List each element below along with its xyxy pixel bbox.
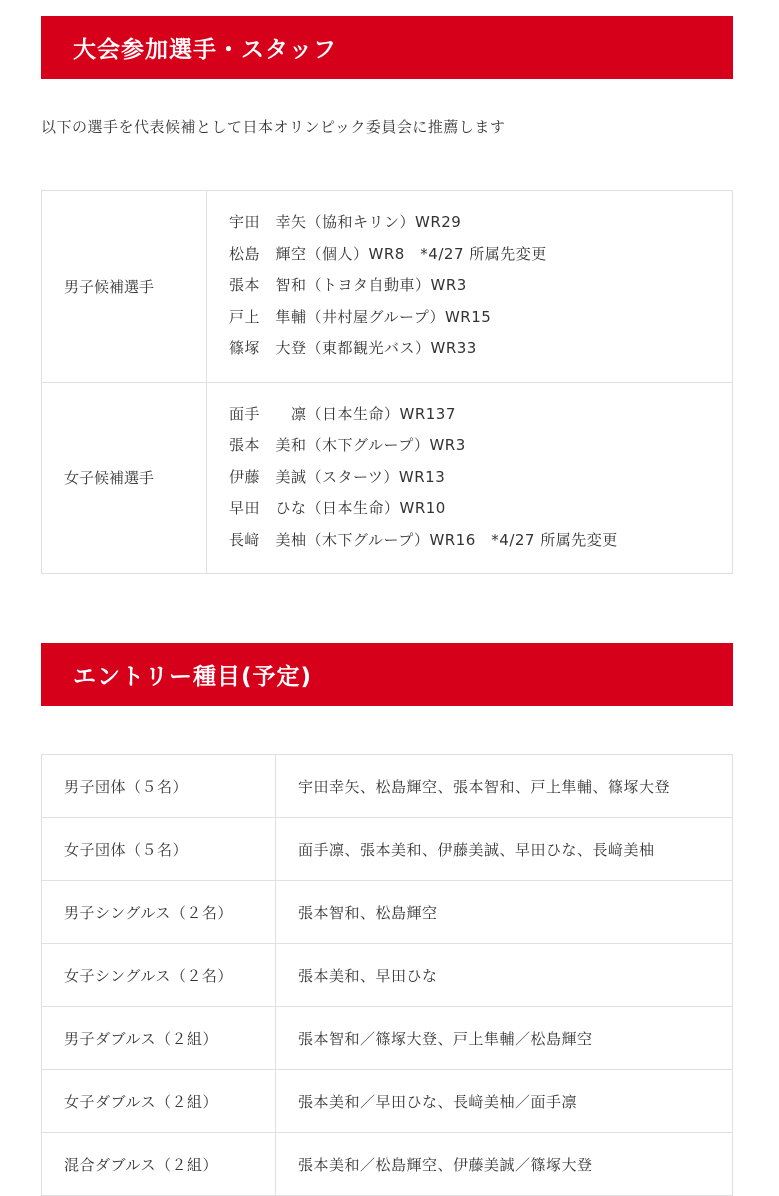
player-line: 長﨑 美柚（木下グループ）WR16 *4/27 所属先変更 (229, 530, 618, 549)
members-cell: 張本智和／篠塚大登、戸上隼輔／松島輝空 (276, 1007, 733, 1070)
player-line: 早田 ひな（日本生命）WR10 (229, 499, 446, 517)
intro-text: 以下の選手を代表候補として日本オリンピック委員会に推薦します (41, 118, 506, 136)
table-row (42, 1007, 733, 1070)
members-cell: 張本美和、早田ひな (276, 944, 733, 1007)
event-cell: 男子ダブルス（２組） (42, 1007, 276, 1070)
player-line: 戸上 隼輔（井村屋グループ）WR15 (229, 307, 492, 326)
player-line: 伊藤 美誠（スターツ）WR13 (229, 467, 446, 486)
player-line: 篠塚 大登（東都観光バス）WR33 (229, 339, 477, 357)
members-cell: 宇田幸矢、松島輝空、張本智和、戸上隼輔、篠塚大登 (276, 755, 733, 818)
candidate-players-table (41, 190, 733, 574)
players-section-title: 大会参加選手・スタッフ (73, 37, 337, 63)
table-row (42, 1070, 733, 1133)
table-row (42, 382, 733, 574)
player-line: 張本 美和（木下グループ）WR3 (229, 436, 466, 454)
player-list-cell (207, 382, 733, 574)
entry-events-table (41, 754, 733, 1196)
table-row (42, 755, 733, 818)
player-list-cell (207, 191, 733, 383)
category-cell: 男子候補選手 (42, 191, 207, 383)
members-cell: 張本美和／松島輝空、伊藤美誠／篠塚大登 (276, 1133, 733, 1196)
members-cell: 面手凛、張本美和、伊藤美誠、早田ひな、長﨑美柚 (276, 818, 733, 881)
event-cell: 男子シングルス（２名） (42, 881, 276, 944)
event-cell: 混合ダブルス（２組） (42, 1133, 276, 1196)
members-cell: 張本智和、松島輝空 (276, 881, 733, 944)
event-cell: 男子団体（５名） (42, 755, 276, 818)
entry-section-title: エントリー種目(予定) (73, 664, 313, 690)
players-section-header (41, 16, 733, 79)
player-line: 面手 凛（日本生命）WR137 (229, 404, 456, 423)
table-row (42, 881, 733, 944)
player-line: 松島 輝空（個人）WR8 *4/27 所属先変更 (229, 244, 547, 263)
event-cell: 女子シングルス（２名） (42, 944, 276, 1007)
table-row (42, 944, 733, 1007)
category-cell: 女子候補選手 (42, 382, 207, 574)
table-row (42, 191, 733, 383)
event-cell: 女子団体（５名） (42, 818, 276, 881)
table-row (42, 818, 733, 881)
event-cell: 女子ダブルス（２組） (42, 1070, 276, 1133)
entry-section-header (41, 643, 733, 706)
members-cell: 張本美和／早田ひな、長﨑美柚／面手凛 (276, 1070, 733, 1133)
player-line: 張本 智和（トヨタ自動車）WR3 (229, 276, 467, 294)
table-row (42, 1133, 733, 1196)
player-line: 宇田 幸矢（協和キリン）WR29 (229, 213, 462, 231)
